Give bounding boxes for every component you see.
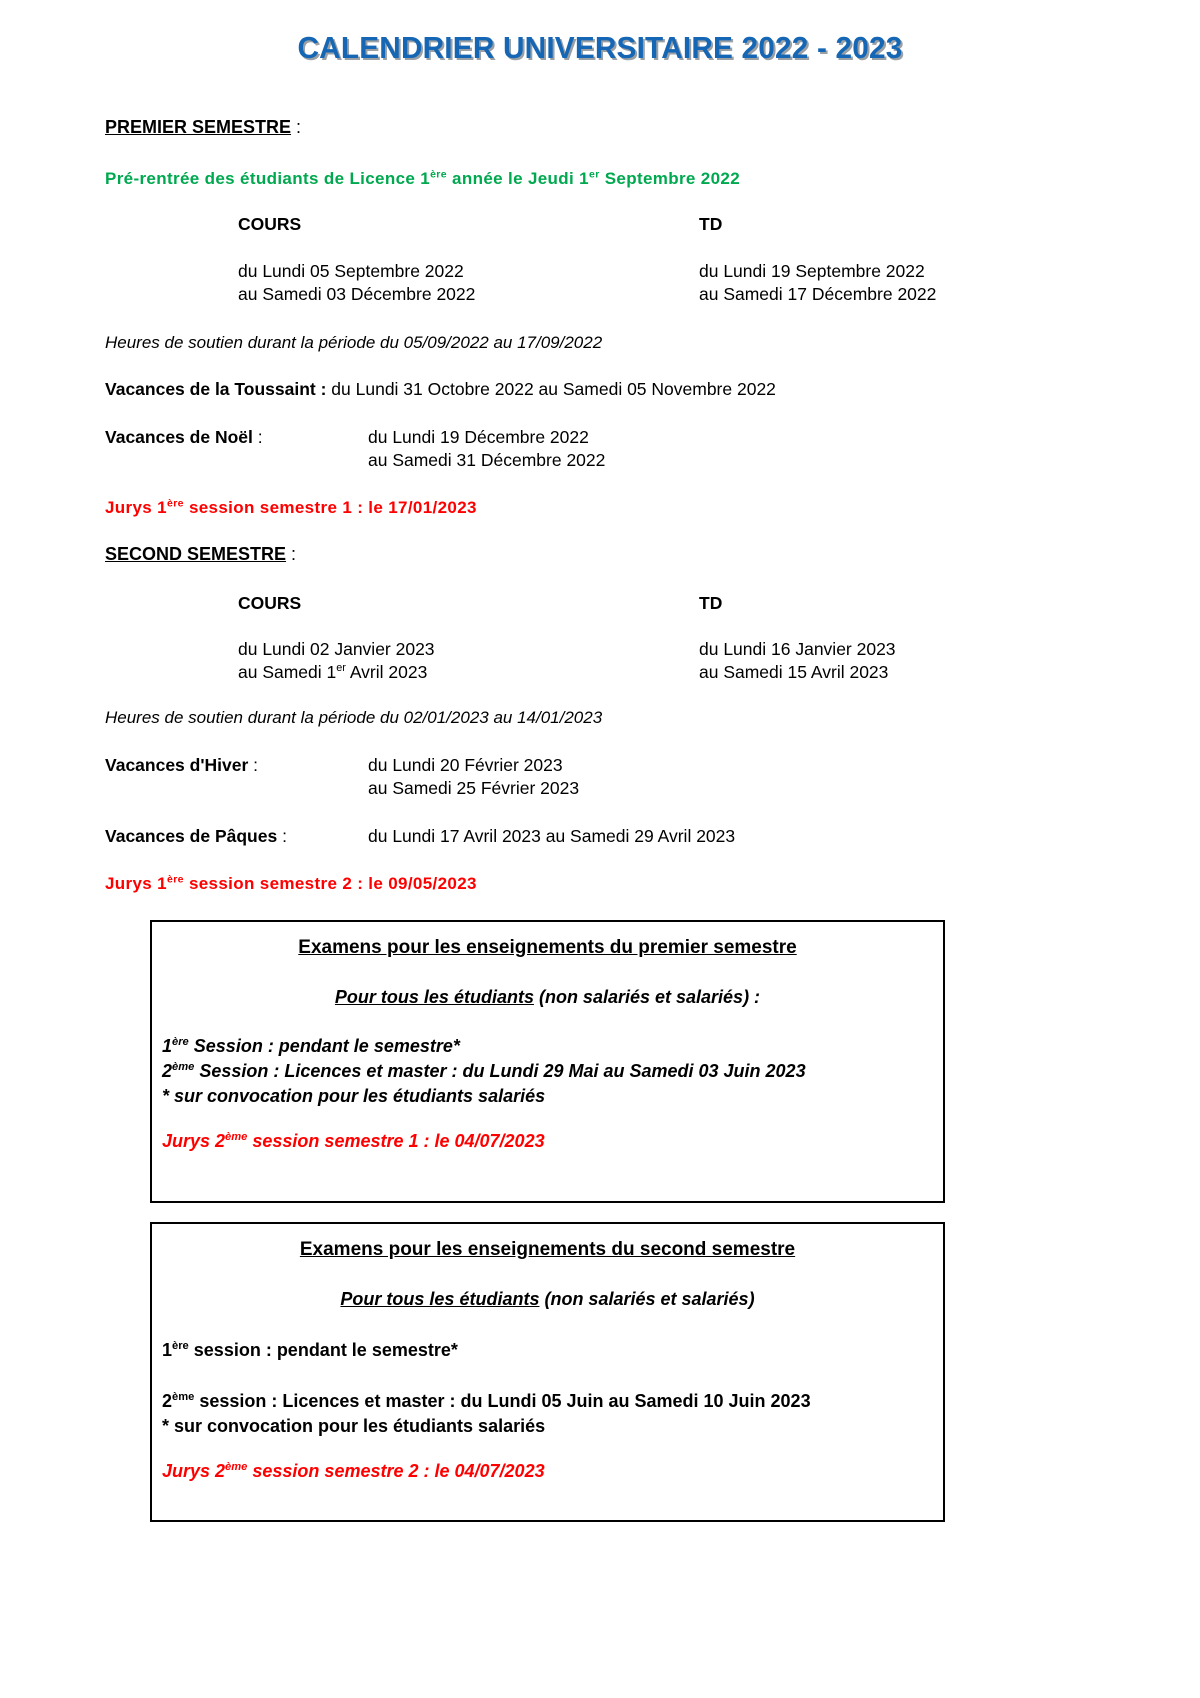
exam-box1-session2-prefix: 2 <box>162 1061 173 1081</box>
vacances-paques-value: du Lundi 17 Avril 2023 au Samedi 29 Avril 2023 <box>368 826 736 846</box>
td-from-s2: du Lundi 16 Janvier 2023 <box>699 639 896 659</box>
exam-box2-jurys-suffix: session semestre 2 : le 04/07/2023 <box>247 1461 545 1481</box>
section-heading-semester2-label: SECOND SEMESTRE <box>105 544 287 564</box>
cours-to-s1: au Samedi 03 Décembre 2022 <box>238 284 476 304</box>
vacances-toussaint <box>105 378 776 401</box>
exam-box2-jurys-sup: ème <box>225 1461 248 1473</box>
vacances-noel-label: Vacances de Noël <box>105 427 253 447</box>
vacances-paques-label: Vacances de Pâques <box>105 826 278 846</box>
td-dates-s2 <box>699 638 896 684</box>
column-header-cours-s1: COURS <box>238 214 302 234</box>
exam-box1-session2-sup: ème <box>172 1061 195 1073</box>
vacances-hiver-colon: : <box>248 755 259 775</box>
section-heading-semester2 <box>105 543 296 566</box>
cours-to-s2-sup: er <box>336 662 346 675</box>
column-header-td-s2: TD <box>699 593 723 613</box>
vacances-hiver-label-wrap <box>105 754 258 777</box>
jurys-s2-suffix: session semestre 2 : le 09/05/2023 <box>183 874 477 893</box>
td-dates-s1 <box>699 260 936 306</box>
exam-box2-jurys-prefix: Jurys 2 <box>162 1461 226 1481</box>
exam-box1-jurys-prefix: Jurys 2 <box>162 1131 226 1151</box>
prerentree-sup-ere: ère <box>430 168 447 181</box>
exam-box1-footnote: * sur convocation pour les étudiants salariés <box>162 1086 546 1106</box>
vacances-noel-from: du Lundi 19 Décembre 2022 <box>368 427 589 447</box>
jurys-s1-line <box>105 496 477 519</box>
prerentree-mid: année le Jeudi 1 <box>446 169 589 188</box>
exam-box1-jurys <box>162 1131 943 1152</box>
exam-box2-session1-prefix: 1 <box>162 1340 173 1360</box>
exam-box2-session2-suffix: session : Licences et master : du Lundi 05 Juin au Samedi 10 Juin 2023 <box>194 1391 811 1411</box>
vacances-noel-colon: : <box>252 427 263 447</box>
exam-box1-session2 <box>162 1059 933 1084</box>
exam-box2-session2-prefix: 2 <box>162 1391 173 1411</box>
td-from-s1: du Lundi 19 Septembre 2022 <box>699 261 925 281</box>
section-heading-semester2-colon: : <box>286 544 297 564</box>
vacances-toussaint-value: du Lundi 31 Octobre 2022 au Samedi 05 Novembre 2022 <box>326 379 776 399</box>
section-heading-semester1-label: PREMIER SEMESTRE <box>105 117 292 137</box>
soutien-note-s2: Heures de soutien durant la période du 02/01/2023 au 14/01/2023 <box>105 708 603 727</box>
exam-box2-session1 <box>162 1338 943 1363</box>
cours-from-s1: du Lundi 05 Septembre 2022 <box>238 261 464 281</box>
prerentree-prefix: Pré-rentrée des étudiants de Licence 1 <box>105 169 431 188</box>
exam-box2-jurys <box>162 1461 943 1482</box>
exam-box1-subtitle <box>152 987 943 1008</box>
vacances-hiver-from: du Lundi 20 Février 2023 <box>368 755 563 775</box>
section-heading-semester1-colon: : <box>291 117 302 137</box>
td-to-s1: au Samedi 17 Décembre 2022 <box>699 284 937 304</box>
exam-box2-session2-sup: ème <box>172 1391 195 1403</box>
page-title: CALENDRIER UNIVERSITAIRE 2022 - 2023 <box>297 30 903 65</box>
exam-box1-title: Examens pour les enseignements du premier semestre <box>298 937 797 958</box>
exam-box1-jurys-sup: ème <box>225 1131 248 1143</box>
exam-box1-jurys-suffix: session semestre 1 : le 04/07/2023 <box>247 1131 545 1151</box>
vacances-noel-label-wrap <box>105 426 263 449</box>
jurys-s1-prefix: Jurys 1 <box>105 498 167 517</box>
prerentree-sup-er: er <box>588 168 600 181</box>
column-header-td-s1: TD <box>699 214 723 234</box>
exam-box2-footnote: * sur convocation pour les étudiants salariés <box>162 1416 546 1436</box>
jurys-s2-prefix: Jurys 1 <box>105 874 167 893</box>
soutien-note-s1: Heures de soutien durant la période du 05/09/2022 au 17/09/2022 <box>105 333 603 352</box>
vacances-hiver-label: Vacances d'Hiver <box>105 755 249 775</box>
vacances-noel-dates <box>368 426 605 472</box>
vacances-toussaint-label: Vacances de la Toussaint : <box>105 379 327 399</box>
exam-box1-session2-suffix: Session : Licences et master : du Lundi 29 Mai au Samedi 03 Juin 2023 <box>194 1061 806 1081</box>
exam-box1-session1-prefix: 1 <box>162 1036 173 1056</box>
exam-box2-session1-suffix: session : pendant le semestre* <box>188 1340 458 1360</box>
exam-box-second-semester <box>150 1222 945 1522</box>
cours-dates-s1 <box>238 260 475 306</box>
jurys-s2-sup: ère <box>167 873 184 886</box>
vacances-hiver-dates <box>368 754 579 800</box>
exam-box2-subtitle <box>152 1289 943 1310</box>
exam-box2-subtitle-rest: (non salariés et salariés) <box>539 1289 755 1309</box>
cours-to-s2-suffix: Avril 2023 <box>345 662 428 682</box>
cours-dates-s2 <box>238 638 435 684</box>
jurys-s1-sup: ère <box>167 497 184 510</box>
exam-box1-subtitle-underlined: Pour tous les étudiants <box>334 987 534 1007</box>
cours-from-s2: du Lundi 02 Janvier 2023 <box>238 639 435 659</box>
vacances-paques-label-wrap <box>105 825 287 848</box>
exam-box2-session2 <box>162 1389 933 1414</box>
exam-box2-session1-sup: ère <box>172 1340 189 1352</box>
section-heading-semester1 <box>105 116 301 139</box>
prerentree-line <box>105 167 740 190</box>
exam-box1-subtitle-rest: (non salariés et salariés) : <box>533 987 761 1007</box>
cours-to-s2-prefix: au Samedi 1 <box>238 662 337 682</box>
vacances-hiver-to: au Samedi 25 Février 2023 <box>368 778 580 798</box>
td-to-s2: au Samedi 15 Avril 2023 <box>699 662 889 682</box>
vacances-paques-colon: : <box>277 826 287 846</box>
exam-box1-session1 <box>162 1034 943 1059</box>
column-header-cours-s2: COURS <box>238 593 302 613</box>
exam-box1-session1-sup: ère <box>172 1036 189 1048</box>
prerentree-suffix: Septembre 2022 <box>599 169 741 188</box>
exam-box1-session1-suffix: Session : pendant le semestre* <box>188 1036 460 1056</box>
vacances-noel-to: au Samedi 31 Décembre 2022 <box>368 450 606 470</box>
jurys-s1-suffix: session semestre 1 : le 17/01/2023 <box>183 498 477 517</box>
exam-box-first-semester <box>150 920 945 1203</box>
exam-box2-title: Examens pour les enseignements du second semestre <box>299 1239 796 1260</box>
exam-box2-subtitle-underlined: Pour tous les étudiants <box>340 1289 540 1309</box>
jurys-s2-line <box>105 872 477 895</box>
